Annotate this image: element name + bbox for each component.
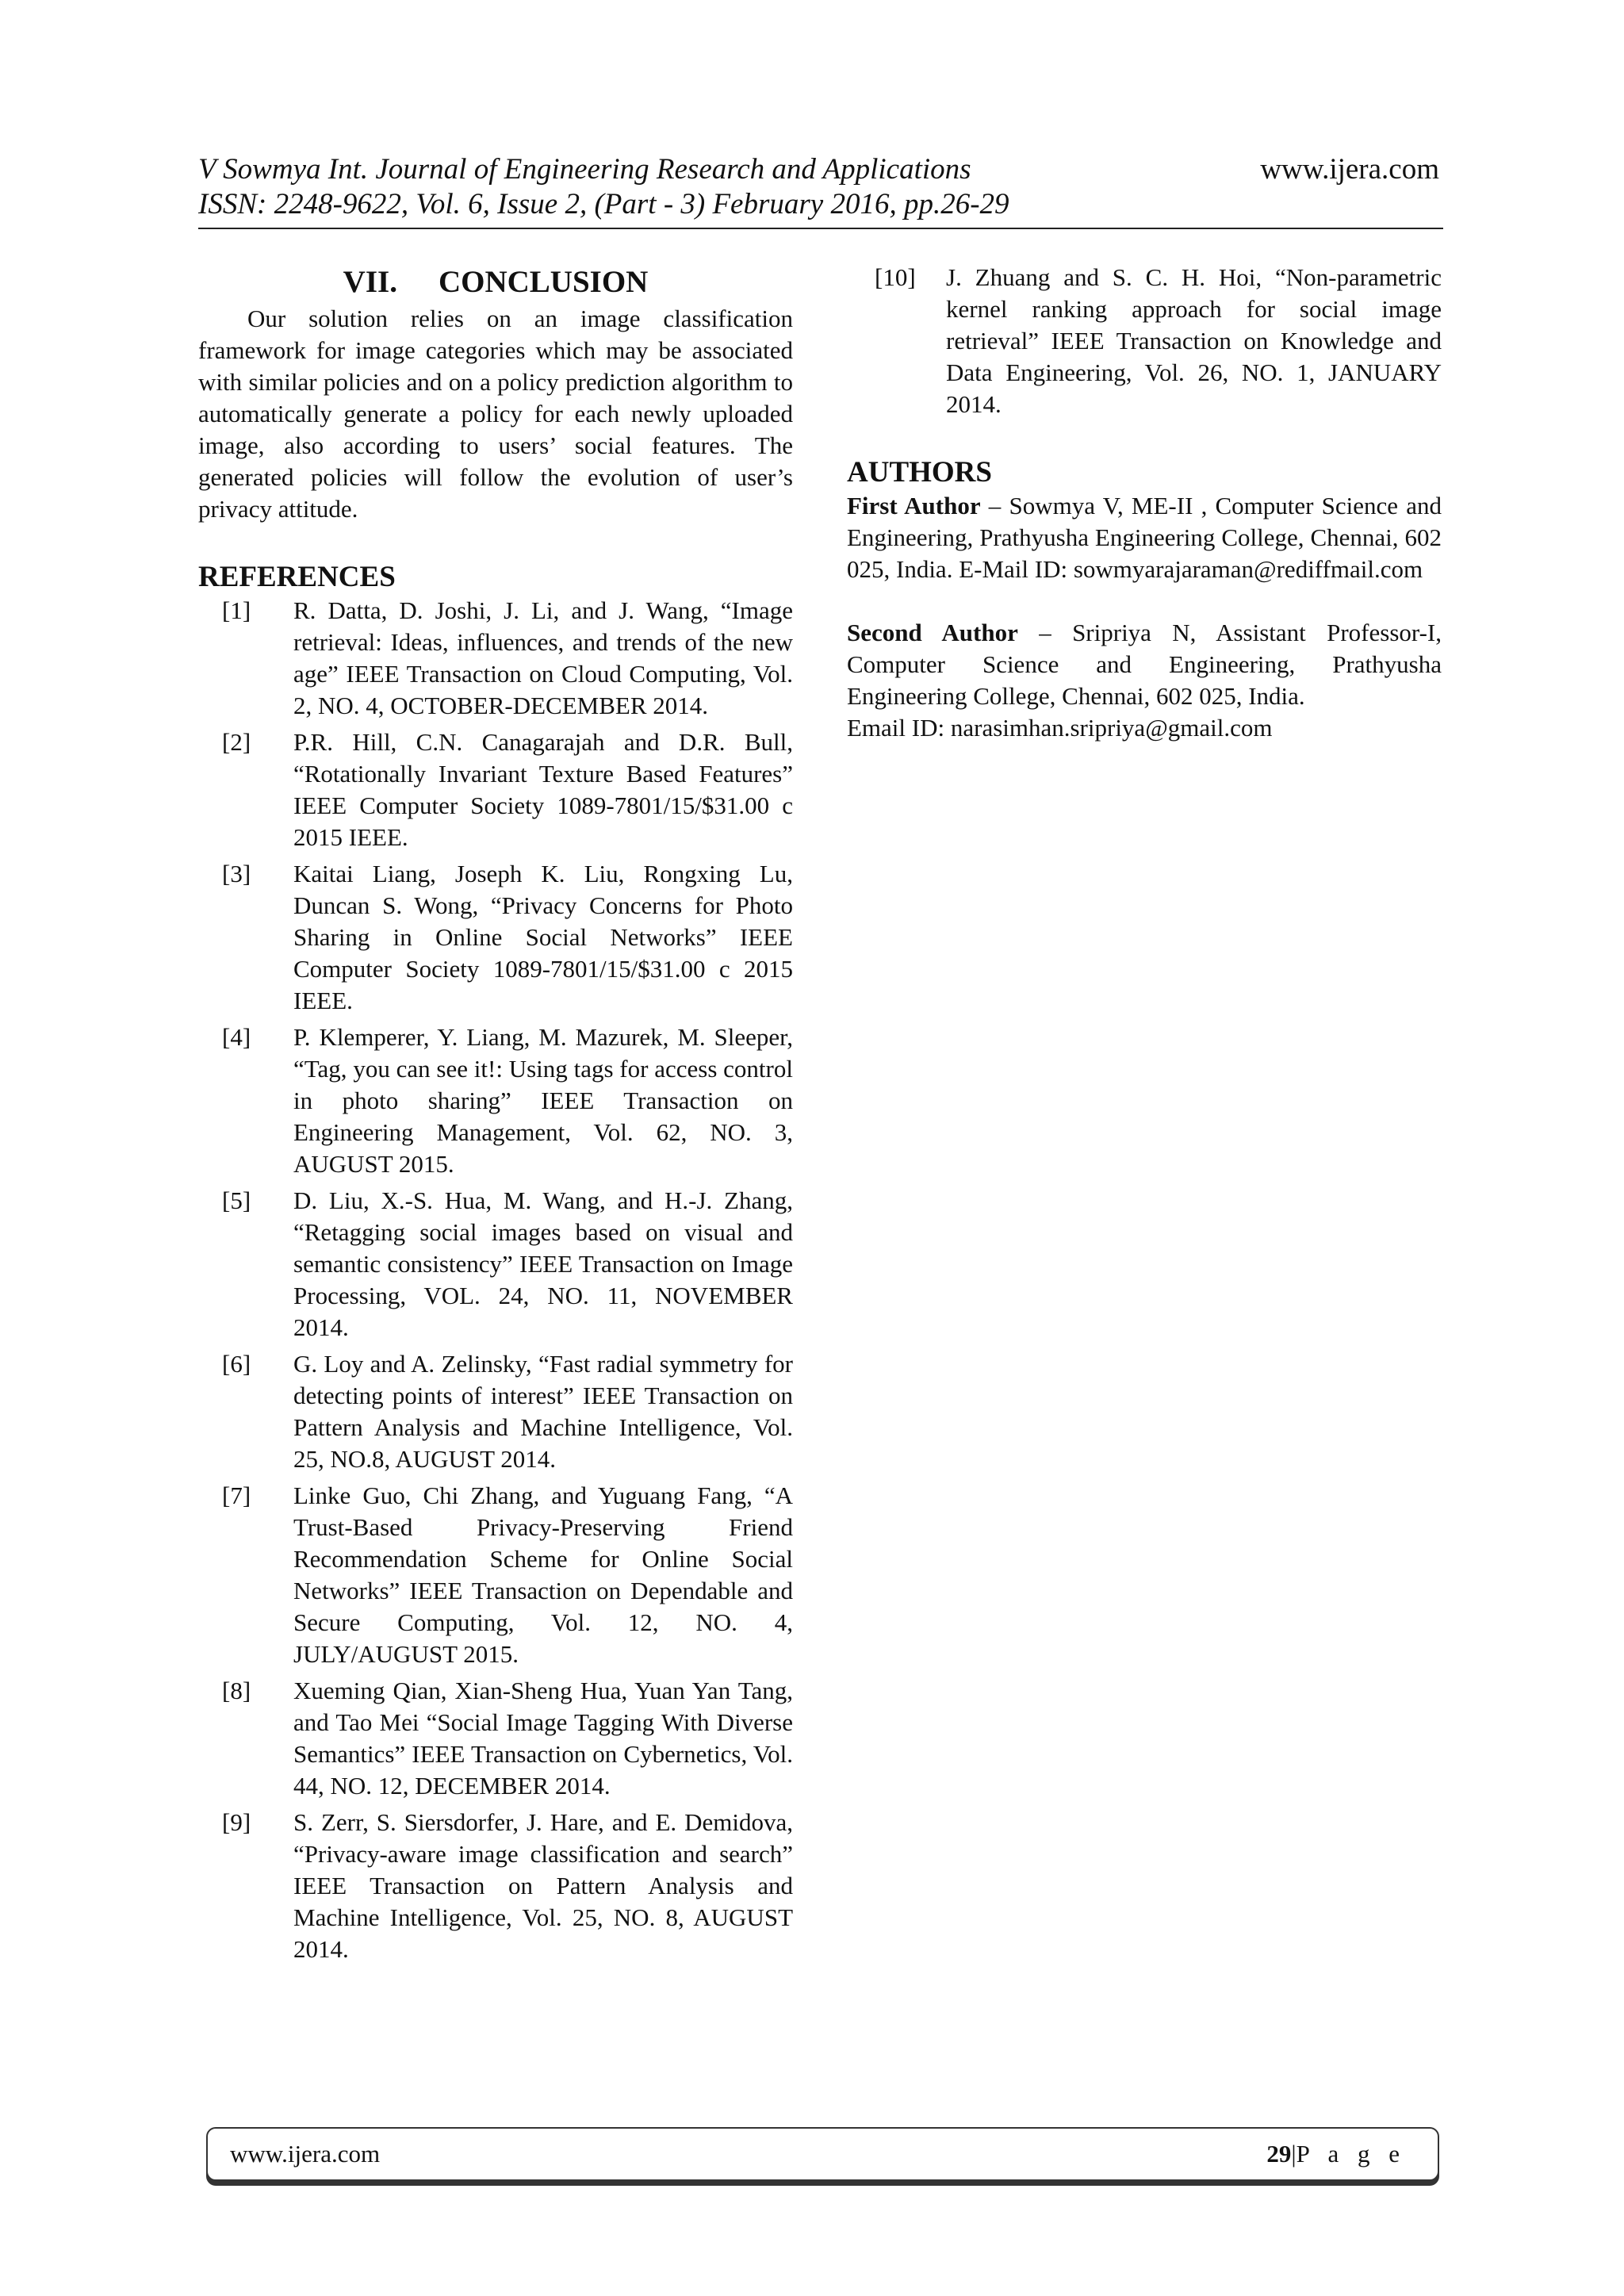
reference-number: [2]	[222, 728, 251, 756]
issn-line: ISSN: 2248-9622, Vol. 6, Issue 2, (Part - 3) February 2016, pp.26-29	[198, 188, 1009, 220]
conclusion-paragraph: Our solution relies on an image classification framework for image categories which may be associated with similar policies and on a policy prediction algorithm to automatically generate a policy for each newly uploaded image, also according to users’ social features. The generated policies will follow the evolution of user’s privacy attitude.	[198, 305, 793, 523]
reference-item	[198, 1022, 793, 1180]
reference-text: S. Zerr, S. Siersdorfer, J. Hare, and E. Demidova, “Privacy-aware image classification and search” IEEE Transaction on Pattern Analysis and Machine Intelligence, Vol. 25, NO. 8, AUGUST 2014.	[293, 1808, 793, 1963]
journal-url: www.ijera.com	[1260, 153, 1439, 186]
header-rule	[198, 228, 1443, 229]
reference-number: [9]	[222, 1808, 251, 1836]
authors-heading: AUTHORS	[847, 456, 992, 489]
page-footer	[206, 2127, 1439, 2181]
reference-item	[198, 1807, 793, 1965]
reference-item	[198, 858, 793, 1017]
reference-number: [7]	[222, 1481, 251, 1509]
reference-item	[198, 1675, 793, 1802]
page-number	[1266, 2140, 1406, 2168]
footer-url: www.ijera.com	[230, 2140, 381, 2168]
right-column	[847, 262, 1442, 744]
first-author-details: – Sowmya V, ME-II , Computer Science and Engineering, Prathyusha Engineering College, Chennai, 602 025, India. E-Mail ID: sowmyarajaraman@rediffmail.com	[847, 492, 1442, 583]
reference-item	[198, 1480, 793, 1670]
reference-number: [3]	[222, 860, 251, 887]
section-number: VII.	[343, 265, 397, 299]
page-word: P a g e	[1296, 2140, 1406, 2168]
reference-number: [8]	[222, 1677, 251, 1704]
reference-number: [6]	[222, 1350, 251, 1378]
second-author-email: Email ID: narasimhan.sripriya@gmail.com	[847, 714, 1273, 742]
left-column	[198, 262, 793, 1970]
reference-item	[198, 1348, 793, 1475]
first-author-label: First Author	[847, 492, 981, 519]
second-author	[847, 617, 1442, 712]
reference-text: D. Liu, X.-S. Hua, M. Wang, and H.-J. Zhang, “Retagging social images based on visual and semantic consistency” IEEE Transaction on Image Processing, VOL. 24, NO. 11, NOVEMBER 2014.	[293, 1186, 793, 1341]
first-author	[847, 490, 1442, 585]
reference-text: Linke Guo, Chi Zhang, and Yuguang Fang, “A Trust-Based Privacy-Preserving Friend Recommendation Scheme for Online Social Networks” IEEE Transaction on Dependable and Secure Computing, Vol. 12, NO. 4, JULY/AUGUST 2015.	[293, 1481, 793, 1668]
page-number-value: 29	[1266, 2140, 1292, 2168]
reference-text: J. Zhuang and S. C. H. Hoi, “Non-parametric kernel ranking approach for social image retrieval” IEEE Transaction on Knowledge and Data Engineering, Vol. 26, NO. 1, JANUARY 2014.	[946, 263, 1442, 418]
running-header	[198, 152, 1439, 222]
reference-text: Kaitai Liang, Joseph K. Liu, Rongxing Lu, Duncan S. Wong, “Privacy Concerns for Photo Sharing in Online Social Networks” IEEE Computer Society 1089-7801/15/$31.00 c 2015 IEEE.	[293, 860, 793, 1014]
reference-number: [4]	[222, 1023, 251, 1051]
reference-number: [1]	[222, 596, 251, 624]
reference-number: [5]	[222, 1186, 251, 1214]
reference-item	[198, 726, 793, 853]
page-separator: |	[1291, 2140, 1297, 2168]
reference-text: G. Loy and A. Zelinsky, “Fast radial symmetry for detecting points of interest” IEEE Transaction on Pattern Analysis and Machine Intelligence, Vol. 25, NO.8, AUGUST 2014.	[293, 1350, 793, 1473]
second-author-details: – Sripriya N, Assistant Professor-I, Computer Science and Engineering, Prathyusha Engineering College, Chennai, 602 025, India.	[847, 619, 1442, 710]
reference-item	[198, 1185, 793, 1343]
references-heading: REFERENCES	[198, 561, 396, 593]
reference-text: R. Datta, D. Joshi, J. Li, and J. Wang, “Image retrieval: Ideas, influences, and trends of the new age” IEEE Transaction on Cloud Computing, Vol. 2, NO. 4, OCTOBER-DECEMBER 2014.	[293, 596, 793, 719]
reference-number: [10]	[875, 263, 916, 291]
reference-list	[198, 595, 793, 1965]
reference-item	[198, 595, 793, 722]
reference-text: Xueming Qian, Xian-Sheng Hua, Yuan Yan Tang, and Tao Mei “Social Image Tagging With Diverse Semantics” IEEE Transaction on Cybernetics, Vol. 44, NO. 12, DECEMBER 2014.	[293, 1677, 793, 1800]
reference-item	[847, 262, 1442, 420]
conclusion-heading	[198, 262, 793, 303]
journal-title: V Sowmya Int. Journal of Engineering Research and Applications	[198, 153, 971, 186]
second-author-label: Second Author	[847, 619, 1018, 646]
reference-text: P. Klemperer, Y. Liang, M. Mazurek, M. Sleeper, “Tag, you can see it!: Using tags for access control in photo sharing” IEEE Transaction on Engineering Management, Vol. 62, NO. 3, AUGUST 2015.	[293, 1023, 793, 1178]
reference-text: P.R. Hill, C.N. Canagarajah and D.R. Bull, “Rotationally Invariant Texture Based Features” IEEE Computer Society 1089-7801/15/$31.00 c 2015 IEEE.	[293, 728, 793, 851]
section-title: CONCLUSION	[438, 265, 649, 299]
